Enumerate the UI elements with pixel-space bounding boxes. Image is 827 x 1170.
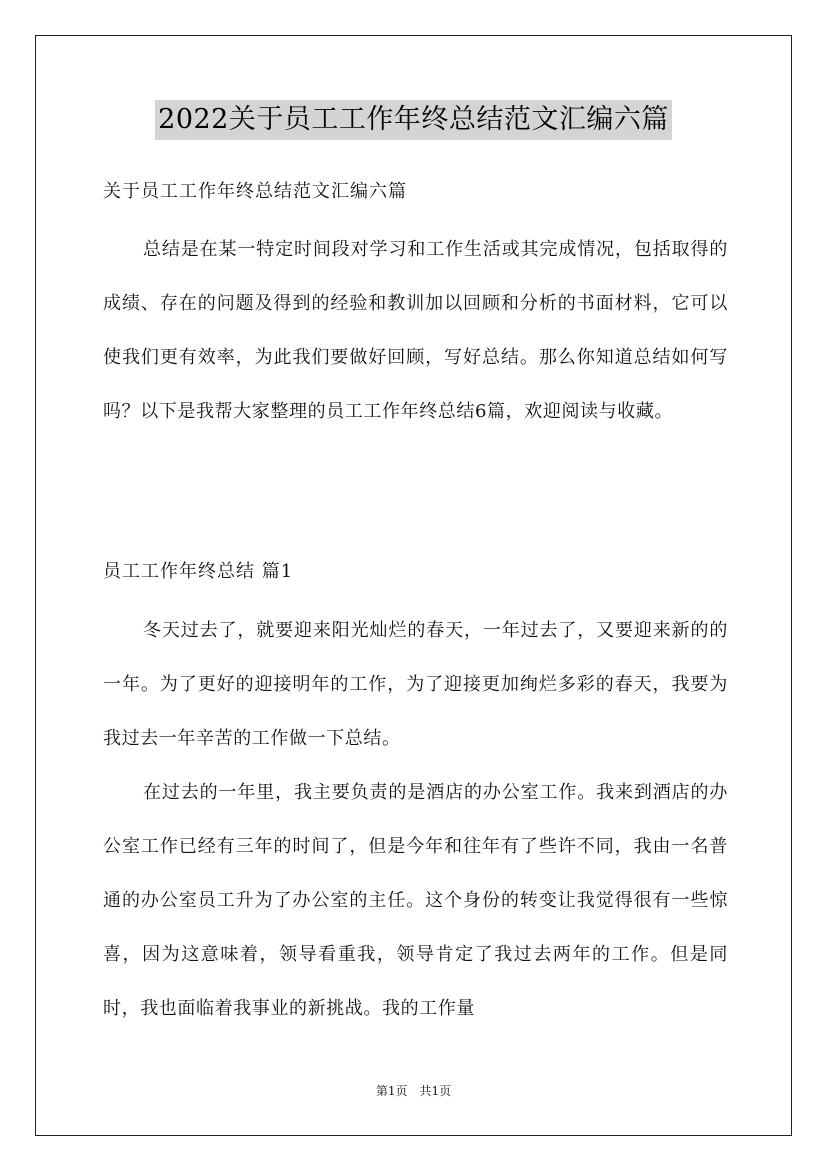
document-subtitle: 关于员工工作年终总结范文汇编六篇 [103,181,407,202]
page-footer [0,1083,827,1099]
intro-paragraph: 总结是在某一特定时间段对学习和工作生活或其完成情况，包括取得的成绩、存在的问题及得到的经验和教训加以回顾和分析的书面材料，它可以使我们更有效率，为此我们要做好回顾，写好总结。那么你知道总结如何写吗？以下是我帮大家整理的员工工作年终总结6篇，欢迎阅读与收藏。 [103,239,728,422]
body-paragraph: 在过去的一年里，我主要负责的是酒店的办公室工作。我来到酒店的办公室工作已经有三年的时间了，但是今年和往年有了些许不同，我由一名普通的办公室员工升为了办公室的主任。这个身份的转变让我觉得很有一些惊喜，因为这意味着，领导看重我，领导肯定了我过去两年的工作。但是同时，我也面临着我事业的新挑战。我的工作量 [103,782,728,1019]
body-paragraph: 冬天过去了，就要迎来阳光灿烂的春天，一年过去了，又要迎来新的的一年。为了更好的迎接明年的工作，为了迎接更加绚烂多彩的春天，我要为我过去一年辛苦的工作做一下总结。 [103,620,728,749]
document-title-text: 2022关于员工工作年终总结范文汇编六篇 [155,100,672,140]
page-number: 第1页 [375,1084,408,1098]
page-total: 共1页 [419,1084,452,1098]
document-title [0,100,827,140]
section-heading: 员工工作年终总结 篇1 [103,561,294,582]
